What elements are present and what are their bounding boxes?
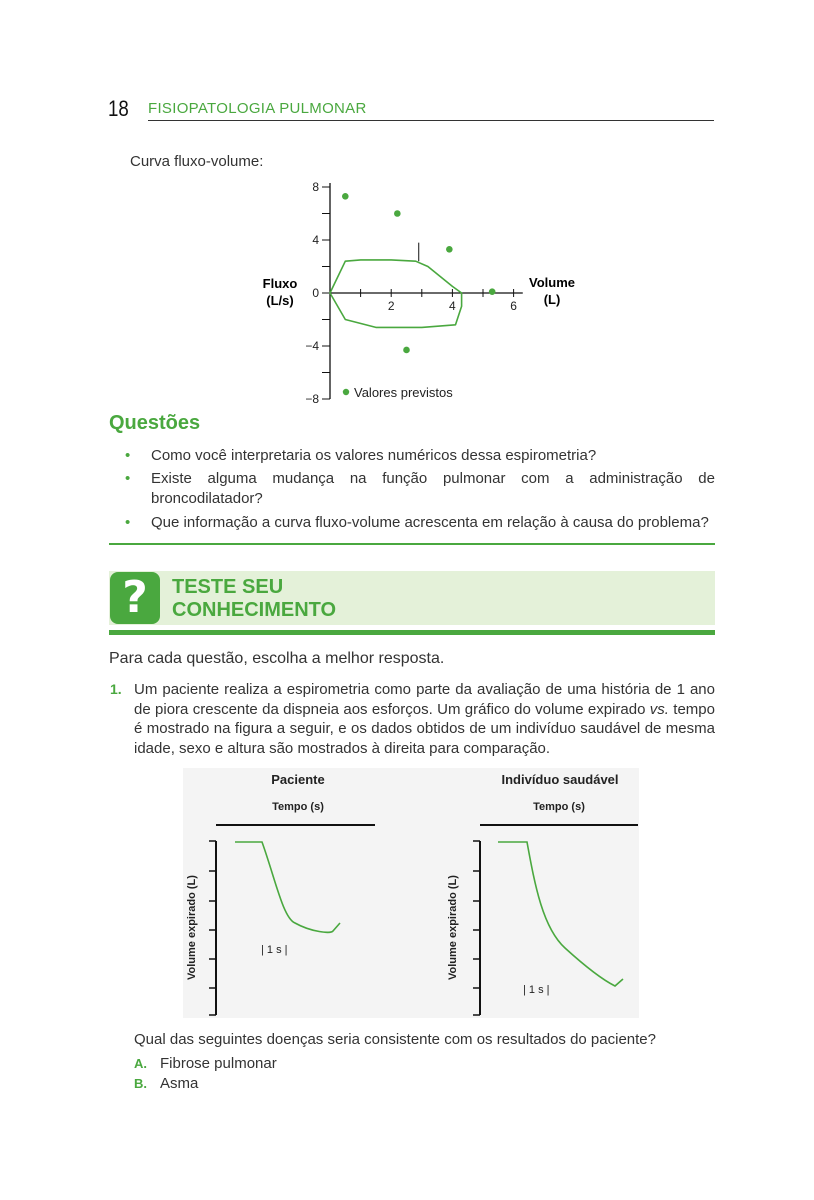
y-tick-label: −8 <box>305 392 319 406</box>
stem-part-a: Um paciente realiza a espirometria como parte da avaliação de uma história de 1 ano de piora crescente da dispneia aos esforços. Um gráfico do volume expirado <box>134 681 715 718</box>
healthy-y-label: Volume expirado (L) <box>447 875 459 980</box>
question-text: Como você interpretaria os valores numéricos dessa espirometria? <box>151 447 597 464</box>
scale-label: 1 s <box>266 944 282 956</box>
question-stem <box>134 680 715 758</box>
bullet: • <box>125 447 131 464</box>
option-text: Asma <box>160 1075 199 1092</box>
healthy-curve <box>498 842 623 986</box>
y-label-line1: Fluxo <box>262 276 298 291</box>
bullet: • <box>125 514 131 531</box>
question-text: Existe alguma mudança na função pulmonar com a administração de broncodilatador? <box>151 470 715 507</box>
flow-volume-caption: Curva fluxo-volume: <box>130 153 264 170</box>
scale-tick: | <box>261 944 267 956</box>
question-item-1 <box>125 446 715 466</box>
y-tick-label: 0 <box>312 286 319 300</box>
teste-title-line2: CONHECIMENTO <box>172 599 337 621</box>
patient-loop <box>330 243 462 328</box>
healthy-panel-title: Indivíduo saudável <box>501 772 619 787</box>
option-b[interactable] <box>134 1075 198 1092</box>
question-prompt: Qual das seguintes doenças seria consistente com os resultados do paciente? <box>134 1031 656 1048</box>
scale-tick: | <box>523 984 529 996</box>
section-title-questoes: Questões <box>109 412 201 434</box>
question-mark-icon: ? <box>110 572 160 624</box>
option-a[interactable] <box>134 1055 277 1072</box>
predicted-point <box>489 288 496 295</box>
question-item-2 <box>125 469 715 509</box>
question-item-3 <box>125 513 715 533</box>
predicted-point <box>403 347 410 354</box>
bullet: • <box>125 470 131 487</box>
y-label-line2: (L/s) <box>266 293 294 308</box>
spirometry-figure <box>183 768 639 1018</box>
predicted-points <box>342 193 495 353</box>
healthy-y-axis <box>473 841 480 1015</box>
x-tick-label: 4 <box>449 299 456 313</box>
y-tick-label: 4 <box>312 233 319 247</box>
predicted-point <box>446 246 453 253</box>
y-tick-label: 8 <box>312 180 319 194</box>
question-text: Que informação a curva fluxo-volume acrescenta em relação à causa do problema? <box>151 514 709 531</box>
running-head: FISIOPATOLOGIA PULMONAR <box>148 100 367 117</box>
teste-title-line1: TESTE SEU <box>172 576 284 598</box>
legend-label: Valores previstos <box>354 385 453 400</box>
scale-tick: | <box>281 944 288 956</box>
predicted-point <box>342 193 349 200</box>
patient-time-label: Tempo (s) <box>272 801 324 813</box>
flow-volume-chart <box>250 170 590 410</box>
option-letter: B. <box>134 1076 147 1091</box>
teste-title <box>172 576 472 622</box>
patient-panel-title: Paciente <box>271 772 325 787</box>
question-number: 1. <box>110 681 122 697</box>
stem-vs: vs. <box>649 700 669 718</box>
legend-dot <box>343 389 349 395</box>
patient-y-axis <box>209 841 216 1015</box>
spirometry-curves <box>183 768 639 1018</box>
teste-rule <box>109 630 715 635</box>
instructions: Para cada questão, escolha a melhor resposta. <box>109 650 445 667</box>
page-number: 18 <box>108 96 129 121</box>
option-text: Fibrose pulmonar <box>160 1055 277 1072</box>
scale-label: 1 s <box>528 984 544 996</box>
x-tick-label: 6 <box>510 299 517 313</box>
x-label-line1: Volume <box>529 275 575 290</box>
predicted-point <box>394 210 401 217</box>
stem-part-b: tempo é mostrado na figura a seguir, e os dados obtidos de um indivíduo saudável de mesma idade, sexo e altura são mostrados à direita para comparação. <box>134 700 715 757</box>
x-label-line2: (L) <box>543 292 561 307</box>
healthy-time-label: Tempo (s) <box>533 801 585 813</box>
header-rule <box>148 120 714 121</box>
patient-curve <box>235 842 340 932</box>
scale-tick: | <box>543 984 550 996</box>
section-rule <box>109 543 715 545</box>
y-tick-label: −4 <box>305 339 319 353</box>
x-tick-label: 2 <box>387 299 395 313</box>
option-letter: A. <box>134 1056 147 1071</box>
patient-y-label: Volume expirado (L) <box>186 875 198 980</box>
